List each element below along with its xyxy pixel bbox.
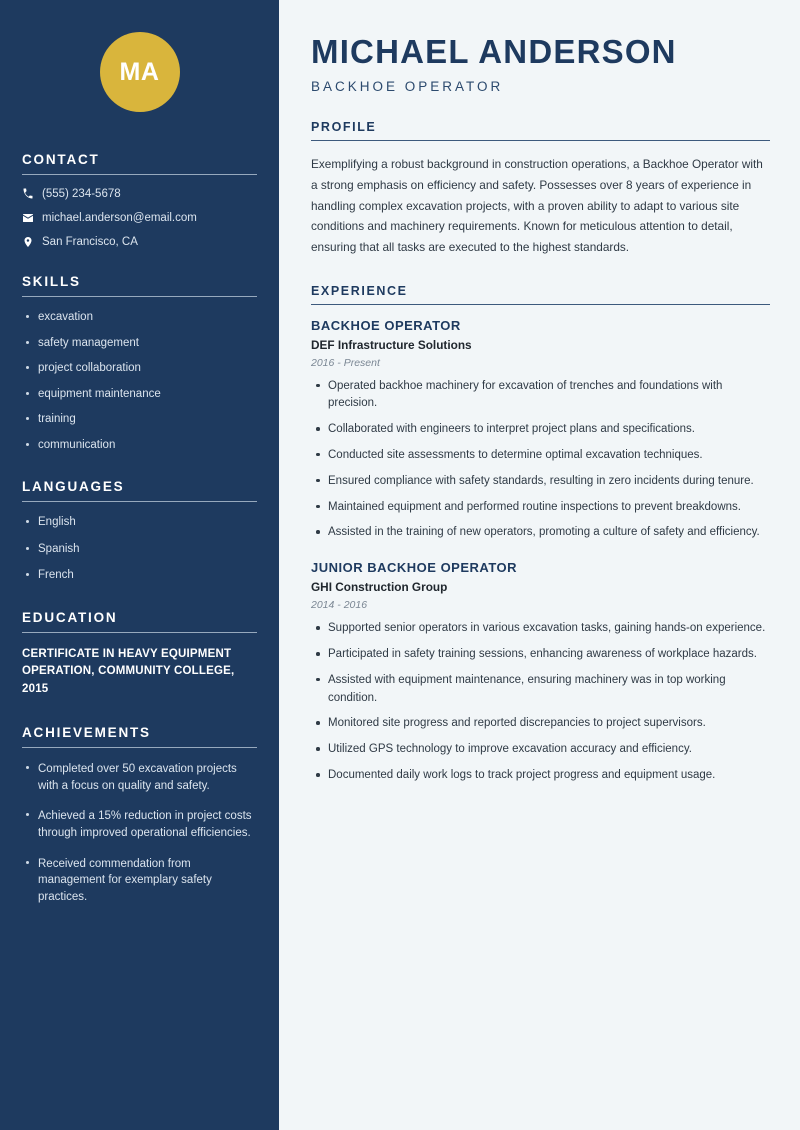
job-bullets	[311, 378, 770, 543]
list-item: communication	[22, 438, 257, 454]
education-entry: CERTIFICATE IN HEAVY EQUIPMENT OPERATION, COMMUNITY COLLEGE, 2015	[22, 647, 235, 696]
job-company: GHI Construction Group	[311, 580, 448, 595]
achievements-list	[22, 761, 257, 906]
envelope-icon	[22, 212, 42, 224]
list-item: Completed over 50 excavation projects with a focus on quality and safety.	[22, 761, 257, 794]
education-heading: EDUCATION	[22, 609, 118, 625]
education-divider	[22, 632, 257, 633]
list-item: French	[22, 568, 257, 584]
contact-location-row[interactable]	[22, 236, 257, 248]
job-title: JUNIOR BACKHOE OPERATOR	[311, 560, 518, 576]
list-item: Utilized GPS technology to improve excavation accuracy and efficiency.	[311, 741, 770, 759]
contact-email-row[interactable]	[22, 212, 257, 224]
contact-section	[22, 152, 257, 248]
profile-section	[311, 120, 770, 257]
skills-section	[22, 274, 257, 453]
achievements-heading: ACHIEVEMENTS	[22, 725, 151, 741]
achievements-divider	[22, 747, 257, 748]
main-content	[279, 0, 800, 1130]
list-item: Collaborated with engineers to interpret project plans and specifications.	[311, 421, 770, 439]
list-item: Achieved a 15% reduction in project costs through improved operational efficiencies.	[22, 808, 257, 841]
contact-phone-value: (555) 234-5678	[42, 188, 121, 200]
experience-divider	[311, 304, 770, 305]
job-title: BACKHOE OPERATOR	[311, 317, 461, 333]
job-bullets	[311, 620, 770, 785]
list-item: English	[22, 515, 257, 531]
list-item: Ensured compliance with safety standards, resulting in zero incidents during tenure.	[311, 473, 770, 491]
phone-icon	[22, 188, 42, 200]
list-item: equipment maintenance	[22, 387, 257, 403]
list-item: Assisted with equipment maintenance, ensuring machinery was in top working condition.	[311, 672, 770, 708]
education-section	[22, 610, 257, 699]
profile-text: Exemplifying a robust background in construction operations, a Backhoe Operator with a strong emphasis on efficiency and safety. Possesses over 8 years of experience in handling complex excavation projects, with a proven ability to adapt to various site conditions and machinery requirements. Known for meticulous attention to detail, ensuring that all tasks are executed to the highest standards.	[311, 157, 763, 254]
languages-section	[22, 479, 257, 584]
experience-entry	[311, 318, 770, 543]
achievements-section	[22, 725, 257, 906]
list-item: project collaboration	[22, 361, 257, 377]
list-item: Conducted site assessments to determine optimal excavation techniques.	[311, 447, 770, 465]
contact-email-value: michael.anderson@email.com	[42, 212, 197, 224]
languages-divider	[22, 501, 257, 502]
contact-location-value: San Francisco, CA	[42, 236, 138, 248]
job-dates: 2014 - 2016	[311, 599, 368, 612]
job-dates: 2016 - Present	[311, 356, 380, 369]
list-item: Received commendation from management for exemplary safety practices.	[22, 856, 257, 906]
list-item: Participated in safety training sessions, enhancing awareness of workplace hazards.	[311, 646, 770, 664]
list-item: Assisted in the training of new operators, promoting a culture of safety and efficiency.	[311, 524, 770, 542]
list-item: Operated backhoe machinery for excavation of trenches and foundations with precision.	[311, 378, 770, 414]
avatar-wrapper	[22, 32, 257, 112]
contact-divider	[22, 174, 257, 175]
job-company: DEF Infrastructure Solutions	[311, 337, 472, 352]
list-item: Documented daily work logs to track project progress and equipment usage.	[311, 767, 770, 785]
sidebar	[0, 0, 279, 1130]
job-role-subtitle: BACKHOE OPERATOR	[311, 79, 504, 95]
list-item: Maintained equipment and performed routine inspections to prevent breakdowns.	[311, 499, 770, 517]
contact-heading: CONTACT	[22, 152, 100, 167]
languages-heading: LANGUAGES	[22, 479, 125, 495]
list-item: Supported senior operators in various excavation tasks, gaining hands-on experience.	[311, 620, 770, 638]
experience-section	[311, 284, 770, 785]
list-item: training	[22, 412, 257, 428]
languages-list	[22, 515, 257, 584]
experience-heading: EXPERIENCE	[311, 283, 408, 298]
list-item: Spanish	[22, 542, 257, 558]
avatar: MA	[100, 32, 180, 112]
list-item: safety management	[22, 336, 257, 352]
skills-list	[22, 310, 257, 453]
skills-heading: SKILLS	[22, 274, 81, 289]
list-item: excavation	[22, 310, 257, 326]
page-title: MICHAEL ANDERSON	[311, 33, 677, 70]
contact-phone-row[interactable]	[22, 188, 257, 200]
skills-divider	[22, 296, 257, 297]
list-item: Monitored site progress and reported discrepancies to project supervisors.	[311, 715, 770, 733]
map-pin-icon	[22, 236, 42, 248]
profile-heading: PROFILE	[311, 120, 377, 135]
profile-divider	[311, 140, 770, 141]
experience-entry	[311, 560, 770, 785]
